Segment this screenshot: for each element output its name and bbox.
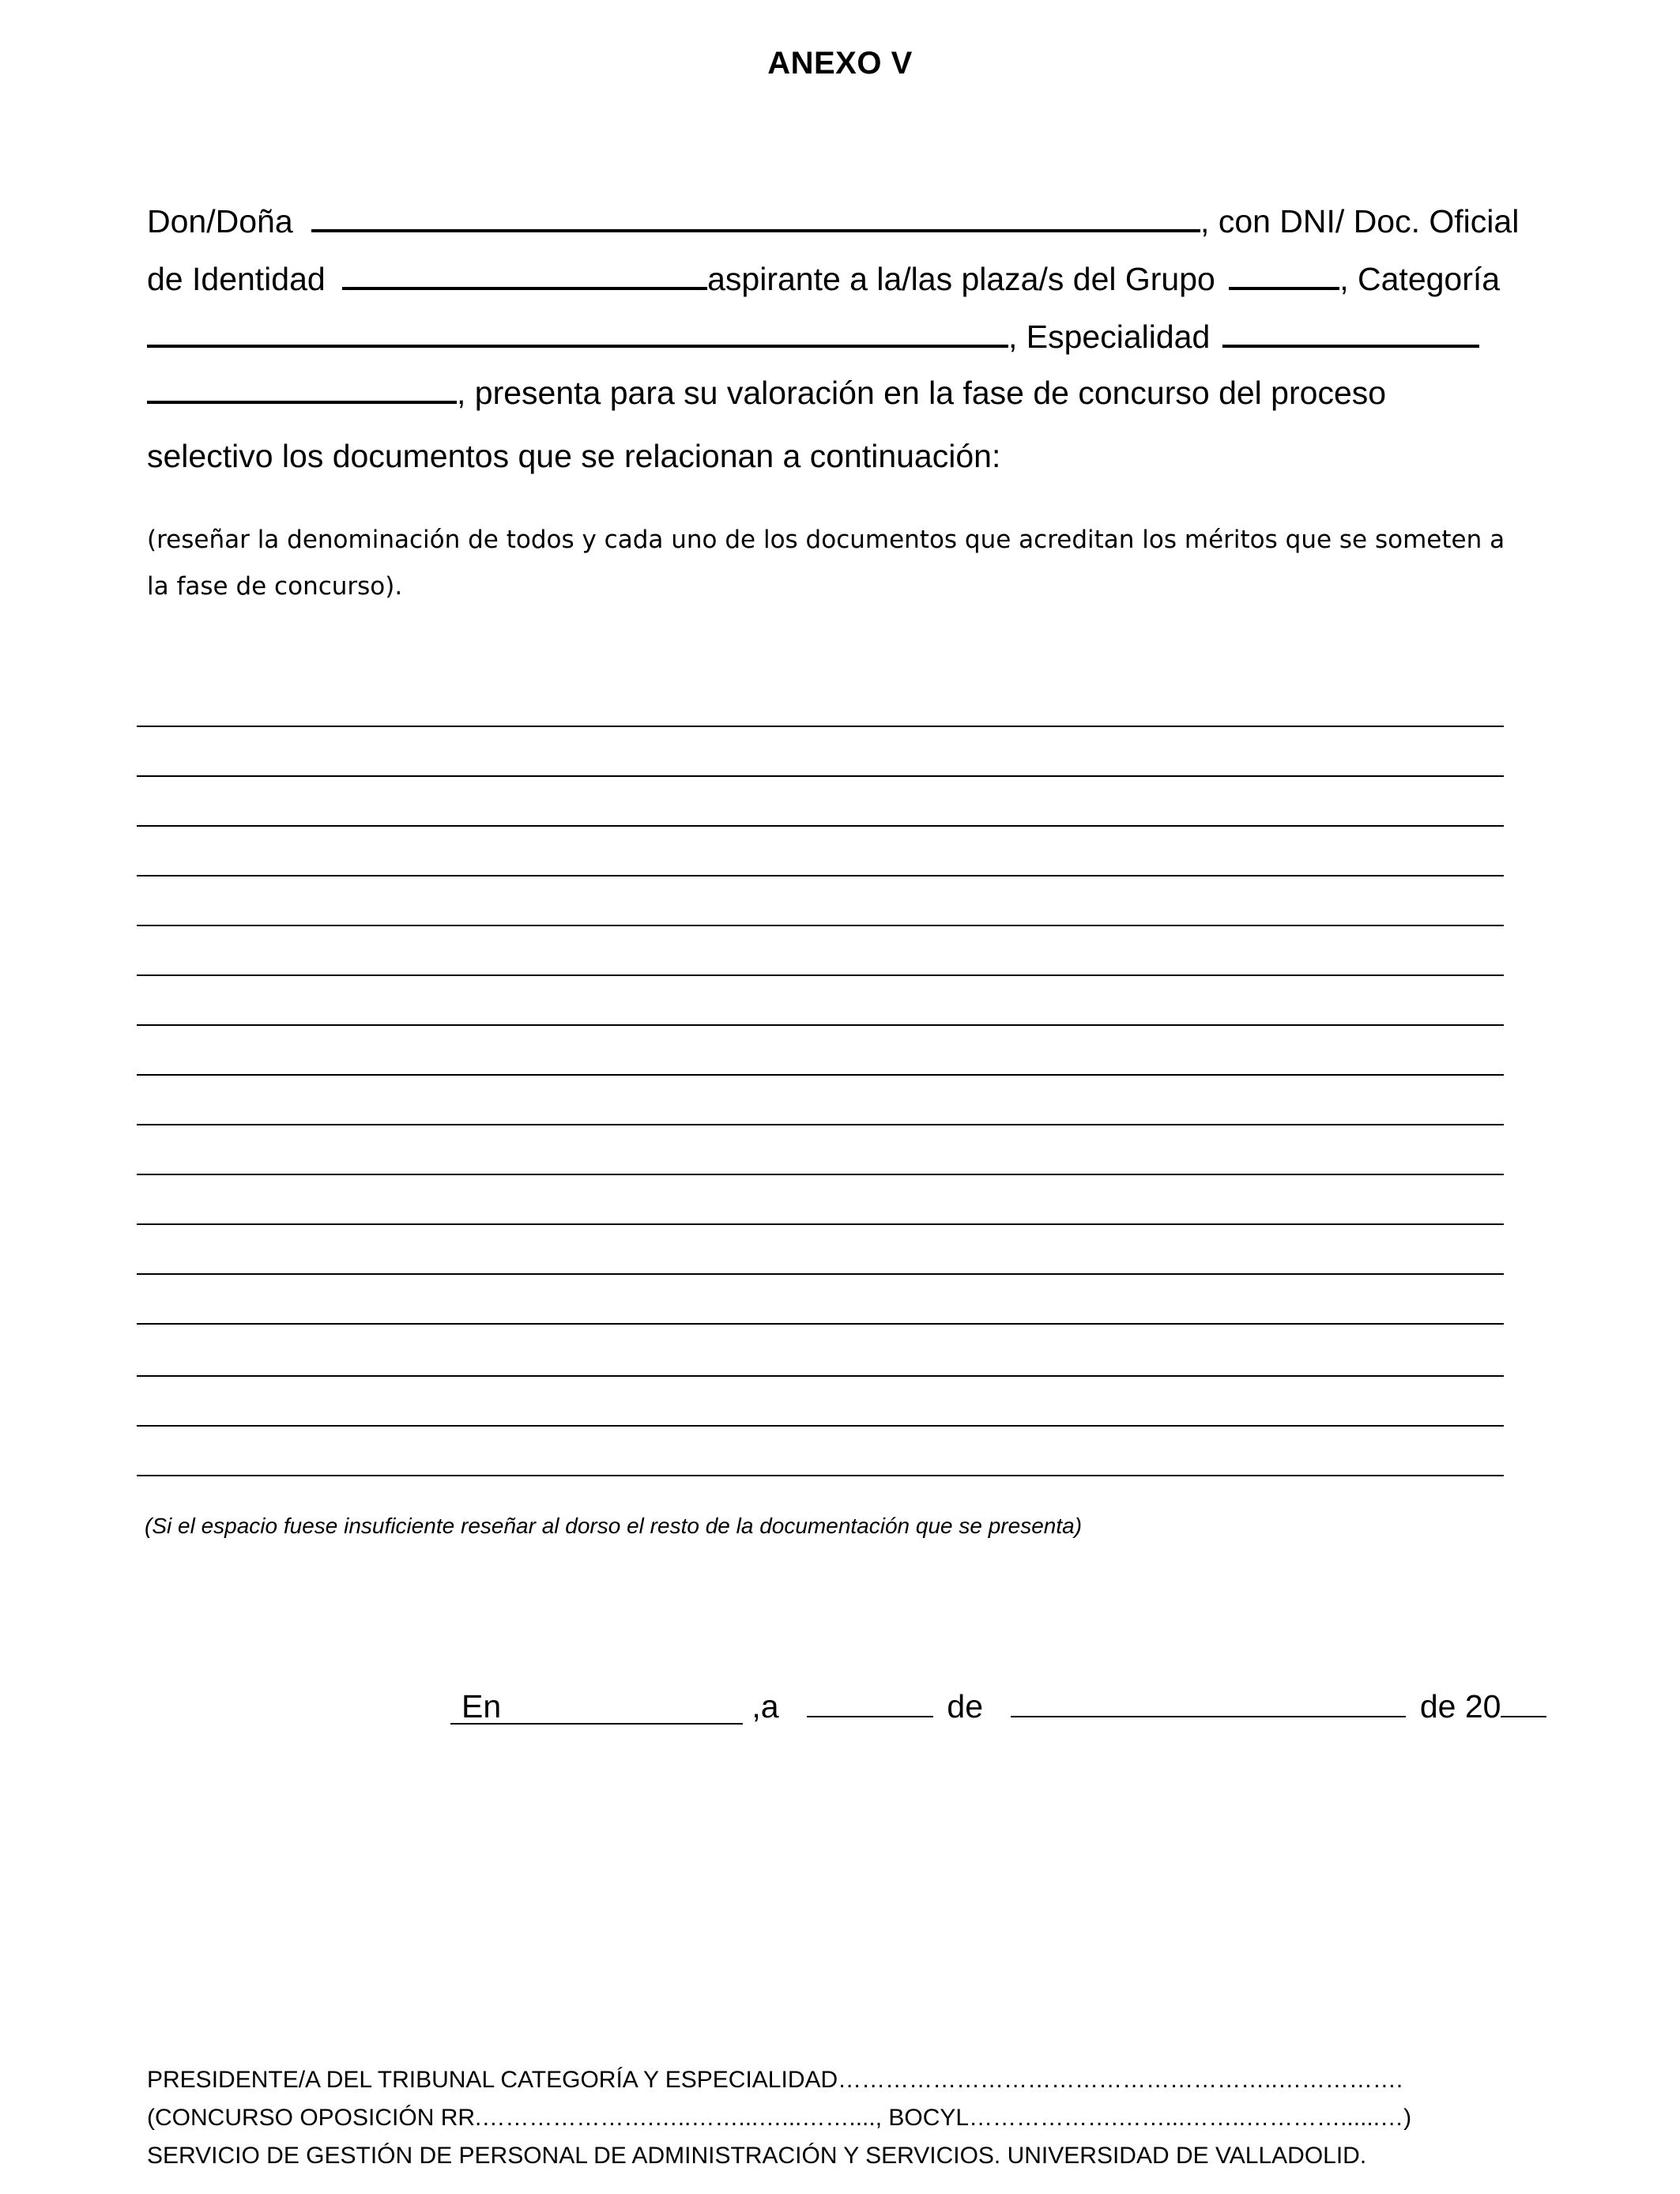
footer-line-1: PRESIDENTE/A DEL TRIBUNAL CATEGORÍA Y ESPECIALIDAD………………………………………………..……………. xyxy=(147,2067,1403,2093)
month-blank-field[interactable] xyxy=(1011,1687,1406,1717)
label-identidad: de Identidad xyxy=(147,261,326,297)
especialidad-blank-field[interactable] xyxy=(1222,321,1479,348)
paragraph-line-3 xyxy=(147,321,1479,353)
label-presenta: , presenta para su valoración en la fase de concurso del proceso xyxy=(457,375,1387,411)
document-entry-line[interactable] xyxy=(137,1425,1504,1427)
date-line xyxy=(450,1687,1546,1725)
document-entry-line[interactable] xyxy=(137,1323,1504,1325)
instruction-line-1: (reseñar la denominación de todos y cada uno de los documentos que acreditan los méritos que se someten a xyxy=(147,526,1505,554)
document-entry-line[interactable] xyxy=(137,1174,1504,1175)
grupo-blank-field[interactable] xyxy=(1229,263,1339,290)
label-en: En xyxy=(461,1688,502,1725)
categoria-blank-field[interactable] xyxy=(147,321,1008,348)
document-entry-line[interactable] xyxy=(137,775,1504,777)
label-don-dona: Don/Doña xyxy=(147,203,293,239)
label-especialidad: , Especialidad xyxy=(1008,319,1211,355)
especialidad-continued-blank-field[interactable] xyxy=(147,377,457,404)
document-entry-line[interactable] xyxy=(137,1273,1504,1275)
footer-line-3: SERVICIO DE GESTIÓN DE PERSONAL DE ADMINISTRACIÓN Y SERVICIOS. UNIVERSIDAD DE VALLADOLID. xyxy=(147,2143,1367,2169)
document-entry-line[interactable] xyxy=(137,825,1504,827)
document-entry-line[interactable] xyxy=(137,1024,1504,1026)
paragraph-line-1 xyxy=(147,205,1519,238)
paragraph-line-4 xyxy=(147,377,1386,409)
paragraph-line-5: selectivo los documentos que se relacionan a continuación: xyxy=(147,438,1001,474)
document-entry-line[interactable] xyxy=(137,726,1504,727)
instruction-line-2: la fase de concurso). xyxy=(147,572,403,601)
document-entry-line[interactable] xyxy=(137,1475,1504,1476)
label-categoria: , Categoría xyxy=(1339,261,1501,297)
place-blank-field[interactable] xyxy=(450,1688,743,1725)
footer-line-2: (CONCURSO OPOSICIÓN RR.………………….…..……...…...……...., BOCYL……………….……...……..…………......…) xyxy=(147,2105,1412,2131)
page-title: ANEXO V xyxy=(767,46,913,81)
document-entry-line[interactable] xyxy=(137,875,1504,876)
name-blank-field[interactable] xyxy=(311,205,1200,232)
label-aspirante: aspirante a la/las plaza/s del Grupo xyxy=(707,261,1215,297)
paragraph-line-2 xyxy=(147,263,1500,296)
label-de-year: de 20 xyxy=(1419,1688,1501,1725)
document-entry-line[interactable] xyxy=(137,1223,1504,1225)
document-entry-line[interactable] xyxy=(137,1074,1504,1076)
label-dni: , con DNI/ Doc. Oficial xyxy=(1200,203,1520,239)
footnote: (Si el espacio fuese insuficiente reseñar al dorso el resto de la documentación que se presenta) xyxy=(145,1514,1083,1538)
document-entry-line[interactable] xyxy=(137,1375,1504,1377)
label-de: de xyxy=(947,1688,984,1725)
dni-blank-field[interactable] xyxy=(342,263,707,290)
document-entry-line[interactable] xyxy=(137,925,1504,926)
document-entry-line[interactable] xyxy=(137,1124,1504,1125)
year-blank-field[interactable] xyxy=(1501,1687,1546,1717)
label-a: ,a xyxy=(751,1688,779,1725)
day-blank-field[interactable] xyxy=(807,1687,933,1717)
document-entry-line[interactable] xyxy=(137,974,1504,976)
